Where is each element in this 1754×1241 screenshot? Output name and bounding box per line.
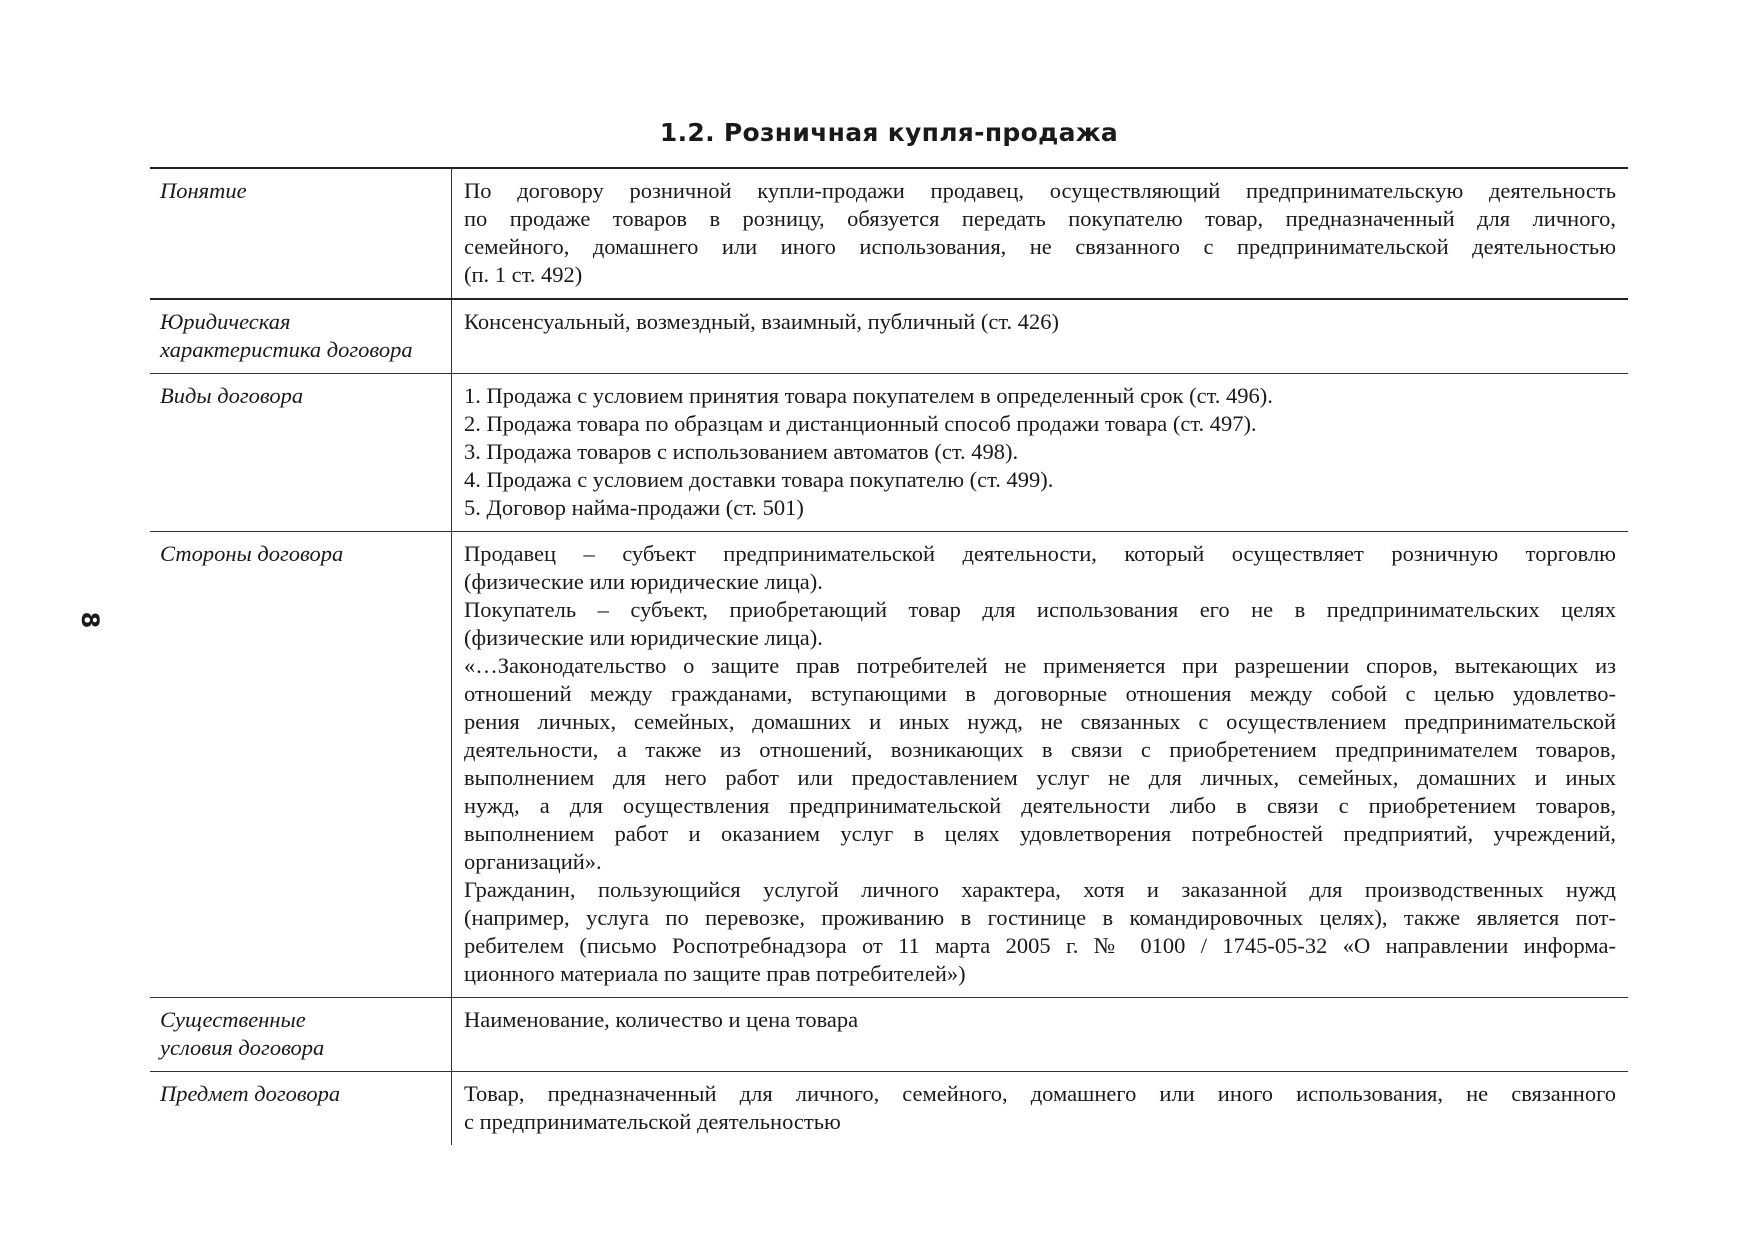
- row-label: [150, 374, 452, 531]
- content-line: ребителем (письмо Роспотребнадзора от 11 марта 2005 г. № 0100 / 1745-05-32 «О направлении информа-: [464, 933, 1616, 958]
- content-line: 5. Договор найма-продажи (ст. 501): [464, 495, 804, 520]
- content-line: (например, услуга по перевозке, проживанию в гостинице в командировочных целях), также является пот-: [464, 905, 1616, 930]
- label-line: условия договора: [160, 1035, 325, 1060]
- content-line: По договору розничной купли-продажи продавец, осуществляющий предпринимательскую деятельность: [464, 178, 1616, 203]
- row-content: [452, 998, 1628, 1071]
- row-content: [452, 374, 1628, 531]
- content-line: деятельности, а также из отношений, возникающих в связи с приобретением предпринимателем товаров,: [464, 737, 1616, 762]
- section-title: 1.2. Розничная купля-продажа: [659, 118, 1119, 147]
- content-line: нужд, а для осуществления предпринимательской деятельности либо в связи с приобретением товаров,: [464, 793, 1616, 818]
- table-row-contract-parties: [150, 531, 1628, 997]
- content-line: (физические или юридические лица).: [464, 625, 823, 650]
- content-line: Гражданин, пользующийся услугой личного характера, хотя и заказанной для производственных нужд: [464, 877, 1616, 902]
- label-line: Существенные: [160, 1007, 306, 1032]
- content-line: Продавец – субъект предпринимательской деятельности, который осуществляет розничную торговлю: [464, 541, 1616, 566]
- content-line: Консенсуальный, возмездный, взаимный, публичный (ст. 426): [464, 309, 1060, 334]
- row-label: [150, 169, 452, 298]
- label-line: Юридическая: [160, 309, 291, 334]
- content-line: «…Законодательство о защите прав потребителей не применяется при разрешении споров, вытекающих из: [464, 653, 1616, 678]
- row-label: [150, 532, 452, 997]
- row-label: [150, 1072, 452, 1145]
- content-line: ционного материала по защите прав потребителей»): [464, 961, 966, 986]
- content-line: выполнением работ и оказанием услуг в целях удовлетворения потребностей предприятий, учреждений,: [464, 821, 1616, 846]
- definition-table: [150, 167, 1628, 1145]
- content-line: 4. Продажа с условием доставки товара покупателю (ст. 499).: [464, 467, 1054, 492]
- content-line: рения личных, семейных, домашних и иных нужд, не связанных с осуществлением предпринимательской: [464, 709, 1616, 734]
- label-line: Стороны договора: [160, 541, 344, 566]
- content-line: (п. 1 ст. 492): [464, 262, 583, 287]
- table-row-contract-subject: [150, 1071, 1628, 1145]
- content-line: 1. Продажа с условием принятия товара покупателем в определенный срок (ст. 496).: [464, 383, 1273, 408]
- label-line: характеристика договора: [160, 337, 413, 362]
- row-label: [150, 998, 452, 1071]
- row-content: [452, 532, 1628, 997]
- row-content: [452, 169, 1628, 298]
- row-content: [452, 1072, 1628, 1145]
- label-line: Предмет договора: [160, 1081, 341, 1106]
- content-line: организаций».: [464, 849, 602, 874]
- content-line: выполнением для него работ или предоставлением услуг не для личных, семейных, домашних и иных: [464, 765, 1616, 790]
- content-line: Товар, предназначенный для личного, семейного, домашнего или иного использования, не связанного: [464, 1081, 1616, 1106]
- content-line: 3. Продажа товаров с использованием автоматов (ст. 498).: [464, 439, 1019, 464]
- page-number: 8: [76, 611, 104, 629]
- table-row-contract-types: [150, 373, 1628, 531]
- row-content: [452, 300, 1628, 373]
- content-line: отношений между гражданами, вступающими в договорные отношения между собой с целью удовлетво-: [464, 681, 1616, 706]
- table-row-concept: [150, 167, 1628, 298]
- content-line: 2. Продажа товара по образцам и дистанционный способ продажи товара (ст. 497).: [464, 411, 1257, 436]
- table-row-legal-characteristics: [150, 298, 1628, 373]
- content-line: с предпринимательской деятельностью: [464, 1109, 841, 1134]
- content-line: Наименование, количество и цена товара: [464, 1007, 859, 1032]
- content-line: Покупатель – субъект, приобретающий товар для использования его не в предпринимательских целях: [464, 597, 1616, 622]
- content-line: семейного, домашнего или иного использования, не связанного с предпринимательской деятельностью: [464, 234, 1616, 259]
- content-line: по продаже товаров в розницу, обязуется передать покупателю товар, предназначенный для личного,: [464, 206, 1616, 231]
- row-label: [150, 300, 452, 373]
- label-line: Понятие: [160, 178, 247, 203]
- table-row-essential-terms: [150, 997, 1628, 1071]
- content-line: (физические или юридические лица).: [464, 569, 823, 594]
- label-line: Виды договора: [160, 383, 304, 408]
